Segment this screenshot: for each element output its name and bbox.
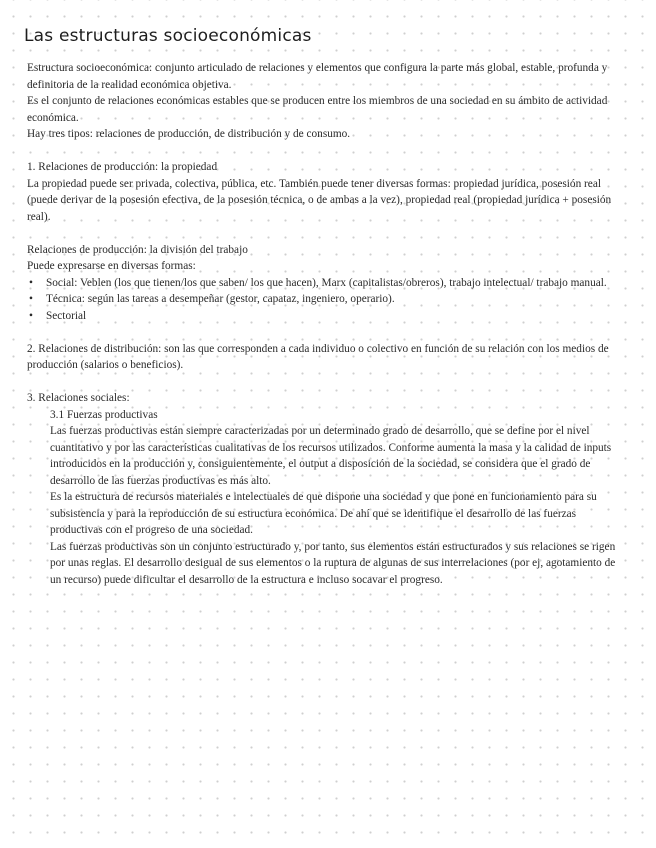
spacer — [27, 374, 627, 391]
note-body — [27, 60, 627, 588]
section-3-paragraph-1 — [27, 423, 627, 489]
spacer — [27, 324, 627, 341]
spacer — [27, 225, 627, 242]
section-3-paragraph-2 — [27, 489, 627, 539]
paragraph-1-text: Las fuerzas productivas están siempre caracterizadas por un determinado grado de desarrollo, que se define por el nivel cuantitativo y por las características cualitativas de los recursos utilizados. Conforme aumenta la masa y la calidad de inputs introducidos en la producción y, consiguientemente, el output a disposición de la sociedad, se considera que el grado de desarrollo de las fuerzas productivas es más alto. — [50, 425, 612, 487]
intro-definition: Estructura socioeconómica: conjunto articulado de relaciones y elementos que configura la parte más global, estable, profunda y definitoria de la realidad económica objetiva. — [27, 62, 608, 91]
section-3-heading: 3. Relaciones sociales: — [27, 392, 130, 404]
section-1-text: La propiedad puede ser privada, colectiva, pública, etc. También puede tener diversas formas: propiedad jurídica, posesión real (puede derivar de la posesión efectiva, de la posesión técnica, o de ambas a la vez), propiedad real (propiedad jurídica + posesión real). — [27, 177, 612, 223]
page-title: Las estructuras socioeconómicas — [24, 26, 312, 46]
section-2-text: 2. Relaciones de distribución: son las que corresponden a cada individuo o colectivo en función de su relación con los medios de producción (salarios o beneficios). — [27, 342, 609, 371]
bullet-social: • Social: Veblen (los que tienen/los que saben/ los que hacen), Marx (capitalistas/obreros), trabajo intelectual/ trabajo manual. — [27, 275, 627, 292]
bullet-sectorial: • Sectorial — [27, 308, 627, 325]
bullet-tecnica: • Técnica: según las tareas a desempeñar (gestor, capataz, ingeniero, operario). — [27, 291, 627, 308]
intro-types: Hay tres tipos: relaciones de producción, de distribución y de consumo. — [27, 128, 351, 140]
paragraph-2-text: Es la estructura de recursos materiales e intelectuales de que dispone una sociedad y que pone en funcionamiento para su subsistencia y para la reproducción de su estructura económica. De ahí que se identifique el desarrollo de las fuerzas productivas con el progreso de una sociedad. — [50, 491, 597, 536]
section-1b-lead: Puede expresarse en diversas formas: — [27, 260, 196, 272]
section-1b-heading: Relaciones de producción: la división del trabajo — [27, 243, 248, 256]
section-3-paragraph-3 — [27, 539, 627, 589]
section-1-heading: 1. Relaciones de producción: la propiedad — [27, 161, 218, 173]
spacer — [27, 143, 627, 160]
paragraph-3-text: Las fuerzas productivas son un conjunto estructurado y, por tanto, sus elementos están estructurados y sus relaciones se rigen por unas reglas. El desarrollo desigual de sus elementos o la ruptura de algunas de sus interrelaciones (por ej, agotamiento de un recurso) puede dificultar el desarrollo de la estructura e incluso socavar el progreso. — [50, 540, 616, 586]
section-3-1-heading: 3.1 Fuerzas productivas — [50, 408, 158, 421]
intro-explanation: Es el conjunto de relaciones económicas estables que se producen entre los miembros de una sociedad en su ámbito de actividad económica. — [27, 95, 608, 124]
